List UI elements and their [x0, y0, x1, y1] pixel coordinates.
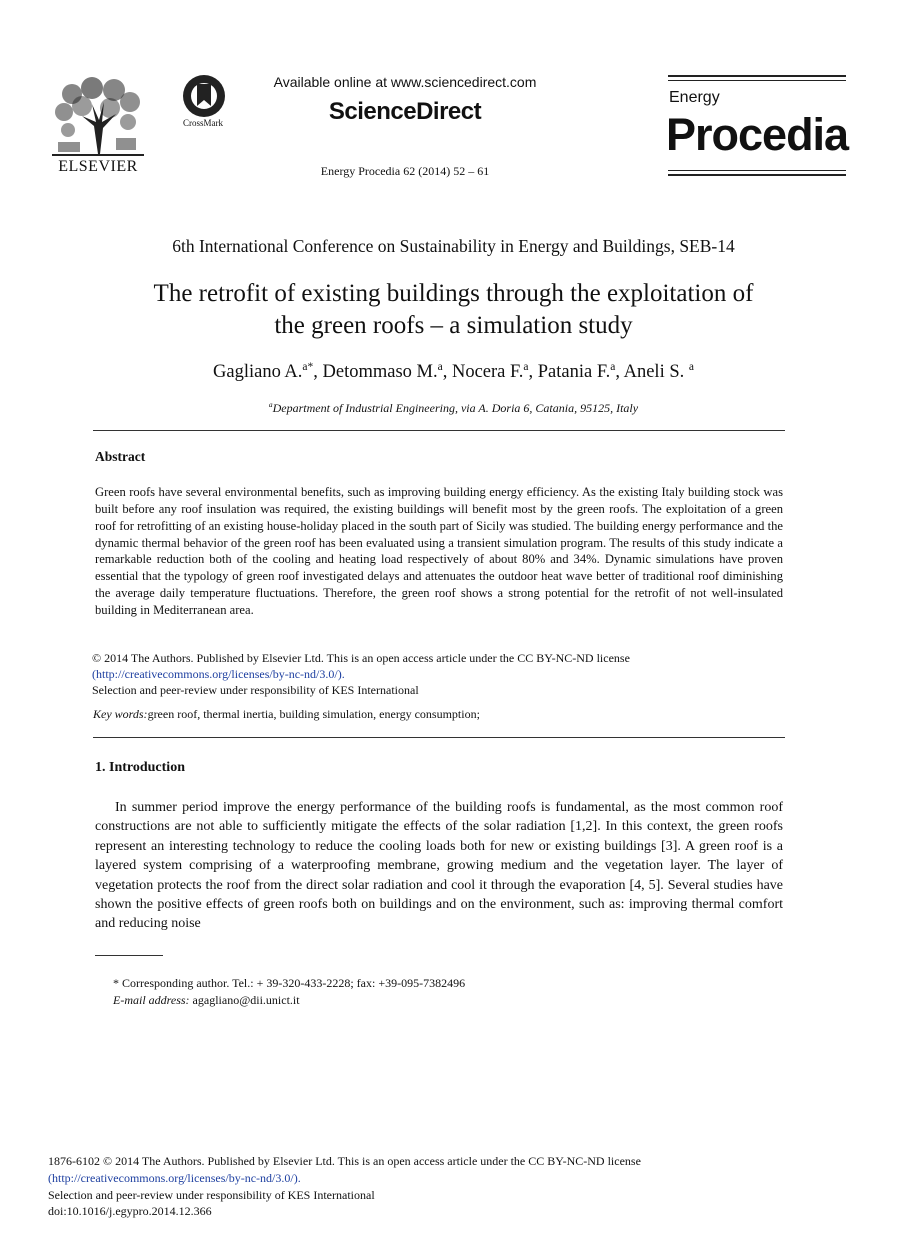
email-address[interactable]: agagliano@dii.unict.it: [189, 993, 300, 1007]
author-affiliation-mark: a: [437, 361, 443, 373]
author-separator: ,: [528, 362, 538, 383]
author-affiliation-mark: a*: [302, 361, 314, 373]
journal-logo-rule: [668, 80, 846, 81]
email-footnote: [113, 993, 713, 1008]
journal-logo-rule: [668, 75, 846, 77]
author-separator: ,: [615, 362, 624, 383]
paper-title-line: The retrofit of existing buildings through the exploitation of: [153, 280, 754, 307]
section-heading-introduction: 1. Introduction: [95, 760, 185, 775]
introduction-paragraph: In summer period improve the energy performance of the building roofs is fundamental, as the most common roof constructions are not able to sufficiently mitigate the effects of the solar radiation [1,2]. In this context, the green roofs represent an interesting technology to reduce the cooling loads both for new or existing buildings [3]. A green roof is a layered system comprising of a waterproofing membrane, growing medium and the vegetation layer. The layer of vegetation protects the roof from the direct solar radiation and cool it through the evaporation [4, 5]. Several studies have shown the positive effects of green roofs both on buildings and on the environment, such as: improving thermal comfort and reducing noise: [95, 800, 783, 932]
peer-review-notice: Selection and peer-review under responsibility of KES International: [92, 683, 419, 697]
divider: [93, 737, 785, 738]
available-online-text: Available online at www.sciencedirect.com: [273, 74, 537, 90]
email-label: E-mail address:: [113, 993, 190, 1007]
footnote-rule: [95, 955, 163, 956]
sciencedirect-logo: ScienceDirect: [328, 98, 482, 125]
affiliation-mark: a: [268, 400, 273, 409]
crossmark-label: CrossMark: [183, 118, 223, 128]
keywords-list: green roof, thermal inertia, building simulation, energy consumption;: [147, 707, 480, 721]
journal-logo-rule: [668, 170, 846, 171]
journal-logo-procedia: Procedia: [666, 109, 849, 160]
footer-peer-review: Selection and peer-review under responsibility of KES International: [48, 1188, 375, 1202]
copyright-notice: © 2014 The Authors. Published by Elsevier Ltd. This is an open access article under the CC BY-NC-ND license: [92, 651, 630, 665]
footer-license-link[interactable]: (http://creativecommons.org/licenses/by-nc-nd/3.0/).: [48, 1171, 301, 1185]
author-name: Aneli S.: [623, 362, 689, 383]
author-list: [60, 361, 847, 383]
author-affiliation-mark: a: [523, 361, 529, 373]
paper-title: [60, 278, 847, 342]
journal-logo-rule: [668, 174, 846, 176]
author-affiliation-mark: a: [688, 361, 694, 373]
author-name: Nocera F.: [451, 362, 524, 383]
affiliation-text: Department of Industrial Engineering, via A. Doria 6, Catania, 95125, Italy: [272, 401, 639, 415]
abstract-body: Green roofs have several environmental benefits, such as improving building energy efficiency. As the existing Italy building stock was built before any roof insulation was required, the existing buildings will benefit most by the green roofs. The exploitation of a green roof for retrofitting of an existing house-holiday placed in the south part of Sicily was studied. The building energy performance and the dynamic thermal behavior of the green roof has been evaluated using a transient simulation program. The results of this study indicate a remarkable reduction both of the cooling and heating load respectively of about 80% and 34%. Dynamic simulations have proven essential that the typology of green roof investigated delays and attenuates the outdoor heat wave better of traditional roof diminishing the average daily temperature fluctuations. Therefore, the green roof shows a strong potential for the retrofit of not well-insulated building in Mediterranean area.: [95, 485, 783, 617]
license-link[interactable]: (http://creativecommons.org/licenses/by-nc-nd/3.0/).: [92, 667, 345, 681]
corresponding-author-footnote: * Corresponding author. Tel.: + 39-320-433-2228; fax: +39-095-7382496: [113, 976, 466, 990]
divider: [93, 430, 785, 431]
footer-copyright: 1876-6102 © 2014 The Authors. Published by Elsevier Ltd. This is an open access article under the CC BY-NC-ND license: [48, 1154, 641, 1168]
footer-doi[interactable]: doi:10.1016/j.egypro.2014.12.366: [48, 1204, 212, 1218]
author-affiliation-mark: a: [610, 361, 616, 373]
author-name: Patania F.: [537, 362, 611, 383]
publisher-name: ELSEVIER: [58, 158, 138, 175]
author-separator: ,: [313, 362, 323, 383]
affiliation: [60, 400, 847, 416]
paper-title-line: the green roofs – a simulation study: [274, 312, 633, 339]
keywords: [93, 707, 783, 722]
keywords-label: Key words:: [93, 707, 148, 721]
conference-name: 6th International Conference on Sustainability in Energy and Buildings, SEB-14: [172, 236, 735, 256]
author-separator: ,: [442, 362, 452, 383]
abstract-heading: Abstract: [95, 449, 146, 464]
author-name: Detommaso M.: [322, 362, 438, 383]
journal-citation: Energy Procedia 62 (2014) 52 – 61: [320, 164, 490, 178]
author-name: Gagliano A.: [213, 362, 303, 383]
journal-logo-energy: Energy: [669, 89, 720, 106]
